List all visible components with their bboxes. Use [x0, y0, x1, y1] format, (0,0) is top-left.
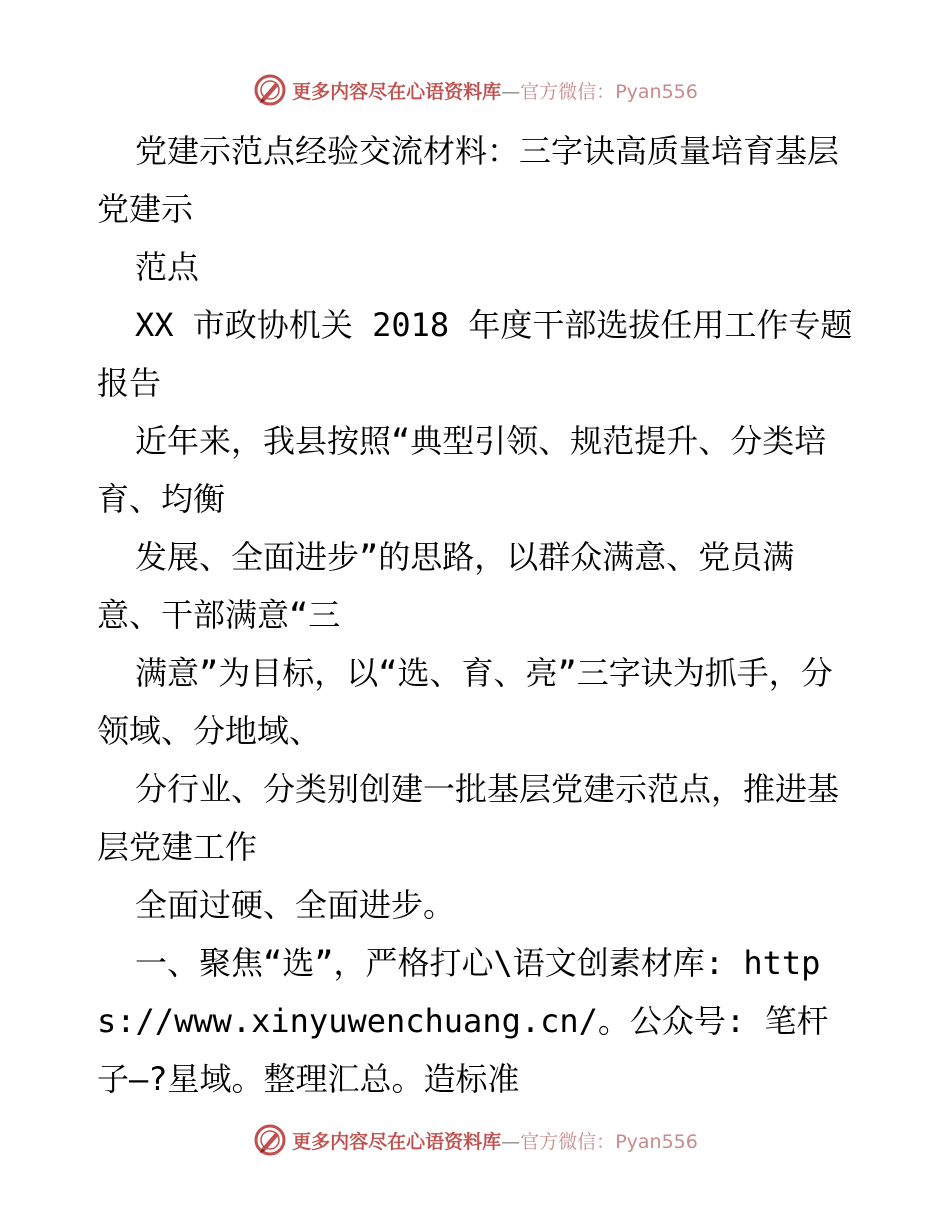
paragraph: 近年来，我县按照“典型引领、规范提升、分类培育、均衡	[97, 422, 827, 518]
footer-banner	[0, 1118, 950, 1162]
banner-separator: —	[501, 80, 521, 103]
banner-title: 更多内容尽在心语资料库	[292, 1130, 502, 1153]
paragraph: 发展、全面进步”的思路，以群众满意、党员满意、干部满意“三	[97, 538, 795, 634]
paragraph: 分行业、分类别创建一批基层党建示范点，推进基层党建工作	[97, 770, 840, 866]
banner-handle: Pyan556	[615, 80, 698, 103]
banner-wechat-label: 官方微信：	[520, 1130, 616, 1153]
paragraph: 范点	[135, 248, 200, 286]
pen-circle-logo-icon	[252, 1122, 288, 1158]
paragraph: 党建示范点经验交流材料：三字诀高质量培育基层党建示	[97, 132, 840, 228]
pen-circle-logo-icon	[252, 72, 288, 108]
paragraph: 全面过硬、全面进步。	[135, 886, 456, 924]
paragraph: XX 市政协机关 2018 年度干部选拔任用工作专题报告	[97, 306, 853, 402]
header-banner	[0, 68, 950, 112]
banner-text	[292, 1127, 698, 1154]
document-body	[97, 122, 857, 1108]
banner-title: 更多内容尽在心语资料库	[292, 80, 502, 103]
banner-separator: —	[501, 1130, 521, 1153]
banner-wechat-label: 官方微信：	[520, 80, 616, 103]
paragraph: 满意”为目标，以“选、育、亮”三字诀为抓手，分领域、分地域、	[97, 654, 833, 750]
paragraph: 一、聚焦“选”，严格打心\语文创素材库: https://www.xinyuwenchuang.cn/。公众号: 笔杆子—?星域。整理汇总。造标准	[97, 944, 829, 1098]
banner-text	[292, 77, 698, 104]
banner-handle: Pyan556	[615, 1130, 698, 1153]
